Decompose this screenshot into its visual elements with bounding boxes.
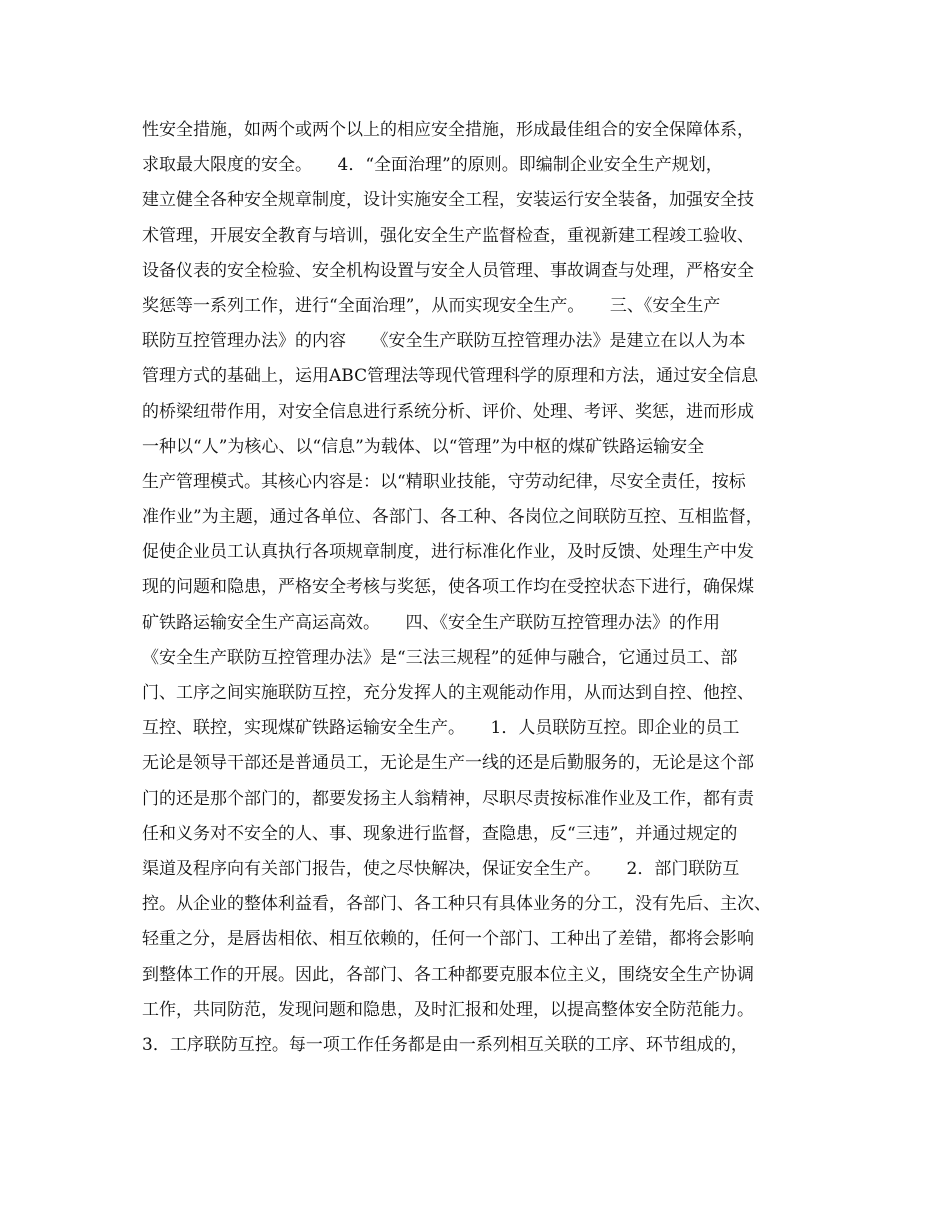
text-line: 渠道及程序向有关部门报告，使之尽快解决，保证安全生产。 2．部门联防互 [142,858,740,879]
text-line: 术管理，开展安全教育与培训，强化安全生产监督检查，重视新建工程竣工验收、 [142,225,754,246]
text-line: 联防互控管理办法》的内容 《安全生产联防互控管理办法》是建立在以人为本 [142,331,746,352]
text-line: 互控、联控，实现煤矿铁路运输安全生产。 1．人员联防互控。即企业的员工 [142,718,740,739]
text-line: 建立健全各种安全规章制度，设计实施安全工程，安装运行安全装备，加强安全技 [142,190,754,211]
text-line: 管理方式的基础上，运用ABC管理法等现代管理科学的原理和方法，通过安全信息 [142,366,759,387]
text-line: 工作，共同防范，发现问题和隐患，及时汇报和处理，以提高整体安全防范能力。 [142,999,754,1020]
text-line: 性安全措施，如两个或两个以上的相应安全措施，形成最佳组合的安全保障体系， [142,120,754,140]
text-line: 控。从企业的整体利益看，各部门、各工种只有具体业务的分工，没有先后、主次、 [142,894,771,915]
text-line: 到整体工作的开展。因此，各部门、各工种都要克服本位主义，围绕安全生产协调 [142,964,754,985]
text-line: 任和义务对不安全的人、事、现象进行监督，查隐患，反“三违”，并通过规定的 [142,823,738,844]
text-line: 一种以“人”为核心、以“信息”为载体、以“管理”为中枢的煤矿铁路运输安全 [142,436,705,457]
text-line: 矿铁路运输安全生产高运高效。 四、《安全生产联防互控管理办法》的作用 [142,612,720,633]
text-line: 现的问题和隐患，严格安全考核与奖惩，使各项工作均在受控状态下进行，确保煤 [142,577,754,598]
text-line: 奖惩等一系列工作，进行“全面治理”，从而实现安全生产。 三、《安全生产 [142,295,721,316]
body-text [142,113,832,1063]
text-line: 轻重之分，是唇齿相依、相互依赖的，任何一个部门、工种出了差错，都将会影响 [142,929,754,950]
text-line: 设备仪表的安全检验、安全机构设置与安全人员管理、事故调查与处理，严格安全 [142,260,754,281]
text-line: 准作业”为主题，通过各单位、各部门、各工种、各岗位之间联防互控、互相监督， [142,507,763,528]
text-line: 促使企业员工认真执行各项规章制度，进行标准化作业，及时反馈、处理生产中发 [142,542,754,563]
text-line: 3．工序联防互控。每一项工作任务都是由一系列相互关联的工序、环节组成的， [142,1034,748,1055]
text-line: 生产管理模式。其核心内容是：以“精职业技能，守劳动纪律，尽安全责任，按标 [142,471,746,492]
text-line: 门的还是那个部门的，都要发扬主人翁精神，尽职尽责按标准作业及工作，都有责 [142,788,754,809]
text-line: 的桥梁纽带作用，对安全信息进行系统分析、评价、处理、考评、奖惩，进而形成 [142,401,754,422]
text-line: 门、工序之间实施联防互控，充分发挥人的主观能动作用，从而达到自控、他控、 [142,683,754,703]
text-line: 《安全生产联防互控管理办法》是“三法三规程”的延伸与融合，它通过员工、部 [142,647,738,668]
text-line: 求取最大限度的安全。 4．“全面治理”的原则。即编制企业安全生产规划， [142,155,723,176]
text-line: 无论是领导干部还是普通员工，无论是生产一线的还是后勤服务的，无论是这个部 [142,753,754,774]
